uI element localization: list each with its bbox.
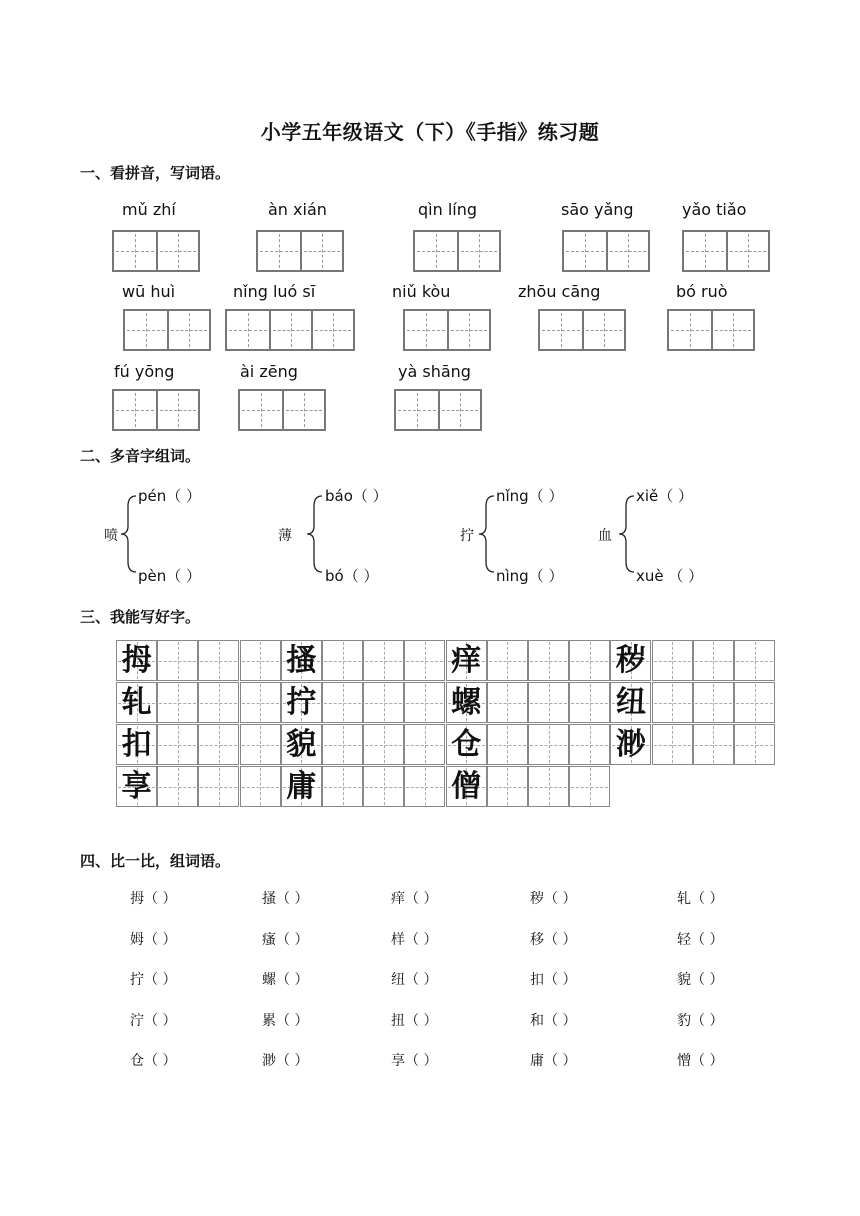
grid-cell[interactable] <box>198 766 239 807</box>
polyphone-reading-bottom[interactable]: pèn（ ） <box>138 567 202 585</box>
writing-box[interactable] <box>413 230 501 272</box>
compare-item[interactable]: 螺（ ） <box>262 972 309 988</box>
compare-item[interactable]: 扭（ ） <box>391 1012 438 1029</box>
grid-cell[interactable] <box>652 682 693 723</box>
writing-cell[interactable] <box>167 311 209 349</box>
writing-cell[interactable] <box>684 232 726 270</box>
compare-item[interactable]: 样（ ） <box>391 931 438 948</box>
polyphone-reading-top[interactable]: pén（ ） <box>138 487 202 505</box>
grid-cell[interactable] <box>404 724 445 765</box>
grid-cell[interactable] <box>404 682 445 723</box>
grid-cell[interactable] <box>363 640 404 681</box>
writing-cell[interactable] <box>114 391 156 429</box>
model-character: 螺 <box>451 685 482 720</box>
grid-cell[interactable] <box>322 724 363 765</box>
section-3-heading: 三、我能写好字。 <box>80 608 201 626</box>
pinyin-label: niǔ kòu <box>392 282 451 301</box>
compare-item[interactable]: 拇（ ） <box>130 891 177 907</box>
model-character: 搔 <box>286 643 317 678</box>
grid-cell[interactable] <box>487 724 528 765</box>
grid-cell[interactable] <box>363 724 404 765</box>
compare-item[interactable]: 累（ ） <box>262 1012 309 1029</box>
grid-cell[interactable] <box>734 724 775 765</box>
writing-cell[interactable] <box>396 391 438 429</box>
polyphone-reading-bottom[interactable]: xuè （ ） <box>636 567 704 585</box>
brace-icon <box>618 494 636 574</box>
writing-cell[interactable] <box>457 232 499 270</box>
writing-cell[interactable] <box>156 391 198 429</box>
writing-cell[interactable] <box>415 232 457 270</box>
grid-cell[interactable] <box>569 766 610 807</box>
writing-grid <box>116 640 776 810</box>
grid-cell[interactable] <box>240 640 281 681</box>
grid-cell[interactable] <box>198 724 239 765</box>
writing-cell[interactable] <box>405 311 447 349</box>
grid-cell[interactable] <box>322 640 363 681</box>
writing-cell[interactable] <box>114 232 156 270</box>
writing-cell[interactable] <box>282 391 324 429</box>
grid-cell[interactable] <box>528 766 569 807</box>
brace-icon <box>306 494 324 574</box>
writing-box[interactable] <box>667 309 755 351</box>
grid-cell[interactable] <box>157 640 198 681</box>
writing-box[interactable] <box>538 309 626 351</box>
model-character: 拧 <box>286 685 317 720</box>
model-character: 轧 <box>121 685 152 720</box>
model-character: 僧 <box>451 769 482 804</box>
writing-cell[interactable] <box>711 311 753 349</box>
grid-cell[interactable] <box>693 640 734 681</box>
pinyin-label: ài zēng <box>240 362 298 381</box>
pinyin-label: zhōu cāng <box>518 282 601 301</box>
grid-cell[interactable] <box>240 766 281 807</box>
grid-cell[interactable] <box>693 724 734 765</box>
compare-item[interactable]: 仓（ ） <box>130 1053 177 1069</box>
writing-cell[interactable] <box>125 311 167 349</box>
compare-item[interactable]: 貌（ ） <box>677 972 724 988</box>
section-2-heading: 二、多音字组词。 <box>80 447 201 465</box>
grid-cell[interactable] <box>404 766 445 807</box>
polyphone-reading-bottom[interactable]: bó（ ） <box>325 567 379 585</box>
grid-cell[interactable] <box>693 682 734 723</box>
writing-box[interactable] <box>256 230 344 272</box>
writing-box[interactable] <box>238 389 326 431</box>
grid-cell[interactable] <box>528 682 569 723</box>
writing-box[interactable] <box>682 230 770 272</box>
grid-cell[interactable] <box>569 640 610 681</box>
model-character: 庸 <box>286 769 317 804</box>
grid-cell[interactable] <box>157 682 198 723</box>
compare-item[interactable]: 豹（ ） <box>677 1012 724 1029</box>
grid-cell[interactable] <box>487 682 528 723</box>
grid-cell[interactable] <box>734 682 775 723</box>
polyphone-reading-top[interactable]: báo（ ） <box>325 487 388 505</box>
brace-icon <box>120 494 138 574</box>
grid-cell[interactable] <box>240 724 281 765</box>
compare-item[interactable]: 轧（ ） <box>677 891 724 907</box>
grid-cell[interactable] <box>487 640 528 681</box>
compare-item[interactable]: 庸（ ） <box>530 1053 577 1069</box>
pinyin-label: sāo yǎng <box>561 200 634 219</box>
writing-box[interactable] <box>403 309 491 351</box>
compare-item[interactable]: 轻（ ） <box>677 931 724 948</box>
model-character: 渺 <box>615 727 646 762</box>
writing-cell[interactable] <box>564 232 606 270</box>
compare-item[interactable]: 泞（ ） <box>130 1012 177 1029</box>
pinyin-label: mǔ zhí <box>122 200 176 219</box>
writing-box[interactable] <box>123 309 211 351</box>
writing-cell[interactable] <box>447 311 489 349</box>
model-character: 痒 <box>451 643 482 678</box>
model-character: 扣 <box>121 727 152 762</box>
writing-cell[interactable] <box>269 311 311 349</box>
pinyin-label: qìn líng <box>418 200 478 219</box>
pinyin-label: yà shāng <box>398 362 471 381</box>
model-character: 貌 <box>286 727 317 762</box>
grid-cell[interactable] <box>198 682 239 723</box>
compare-item[interactable]: 姆（ ） <box>130 931 177 948</box>
grid-cell[interactable] <box>198 640 239 681</box>
compare-item[interactable]: 秽（ ） <box>530 891 577 907</box>
polyphone-reading-top[interactable]: xiě（ ） <box>636 487 694 505</box>
compare-item[interactable]: 扣（ ） <box>530 972 577 988</box>
model-character: 享 <box>121 769 152 804</box>
grid-cell[interactable] <box>734 640 775 681</box>
compare-item[interactable]: 和（ ） <box>530 1012 577 1029</box>
writing-cell[interactable] <box>540 311 582 349</box>
polyphone-char: 血 <box>598 528 612 544</box>
model-character: 仓 <box>451 727 482 762</box>
writing-cell[interactable] <box>300 232 342 270</box>
grid-cell[interactable] <box>157 724 198 765</box>
pinyin-label: yǎo tiǎo <box>682 200 747 219</box>
pinyin-label: bó ruò <box>676 282 728 301</box>
writing-cell[interactable] <box>258 232 300 270</box>
model-character: 纽 <box>615 685 646 720</box>
section-1-heading: 一、看拼音，写词语。 <box>80 164 231 182</box>
writing-box[interactable] <box>562 230 650 272</box>
grid-cell[interactable] <box>569 724 610 765</box>
grid-cell[interactable] <box>528 724 569 765</box>
compare-item[interactable]: 瘙（ ） <box>262 931 309 948</box>
polyphone-reading-top[interactable]: nǐng（ ） <box>496 487 564 505</box>
polyphone-char: 薄 <box>278 528 292 544</box>
pinyin-label: fú yōng <box>114 362 175 381</box>
compare-item[interactable]: 拧（ ） <box>130 972 177 988</box>
compare-item[interactable]: 移（ ） <box>530 931 577 948</box>
compare-item[interactable]: 渺（ ） <box>262 1053 309 1069</box>
writing-cell[interactable] <box>311 311 353 349</box>
section-4-heading: 四、比一比，组词语。 <box>80 852 231 870</box>
compare-item[interactable]: 搔（ ） <box>262 891 309 907</box>
polyphone-reading-bottom[interactable]: nìng（ ） <box>496 567 564 585</box>
writing-cell[interactable] <box>606 232 648 270</box>
writing-cell[interactable] <box>240 391 282 429</box>
writing-cell[interactable] <box>227 311 269 349</box>
pinyin-label: àn xián <box>268 200 327 219</box>
model-character: 秽 <box>615 643 646 678</box>
grid-cell[interactable] <box>652 640 693 681</box>
writing-box[interactable] <box>112 230 200 272</box>
brace-icon <box>478 494 496 574</box>
compare-item[interactable]: 痒（ ） <box>391 891 438 907</box>
grid-cell[interactable] <box>322 682 363 723</box>
grid-cell[interactable] <box>240 682 281 723</box>
writing-box[interactable] <box>112 389 200 431</box>
pinyin-label: nǐng luó sī <box>233 282 316 301</box>
grid-cell[interactable] <box>569 682 610 723</box>
compare-item[interactable]: 纽（ ） <box>391 972 438 988</box>
grid-cell[interactable] <box>487 766 528 807</box>
model-character: 拇 <box>121 643 152 678</box>
grid-cell[interactable] <box>363 766 404 807</box>
writing-box[interactable] <box>394 389 482 431</box>
grid-cell[interactable] <box>322 766 363 807</box>
writing-cell[interactable] <box>669 311 711 349</box>
grid-cell[interactable] <box>157 766 198 807</box>
writing-cell[interactable] <box>438 391 480 429</box>
writing-cell[interactable] <box>582 311 624 349</box>
polyphone-char: 拧 <box>460 528 474 544</box>
grid-cell[interactable] <box>363 682 404 723</box>
compare-item[interactable]: 憎（ ） <box>677 1053 724 1069</box>
compare-item[interactable]: 享（ ） <box>391 1053 438 1069</box>
page-title: 小学五年级语文（下）《手指》练习题 <box>260 120 600 144</box>
pinyin-label: wū huì <box>122 282 176 301</box>
polyphone-char: 喷 <box>104 528 118 544</box>
writing-box[interactable] <box>225 309 355 351</box>
writing-cell[interactable] <box>156 232 198 270</box>
grid-cell[interactable] <box>652 724 693 765</box>
grid-cell[interactable] <box>528 640 569 681</box>
writing-cell[interactable] <box>726 232 768 270</box>
grid-cell[interactable] <box>404 640 445 681</box>
